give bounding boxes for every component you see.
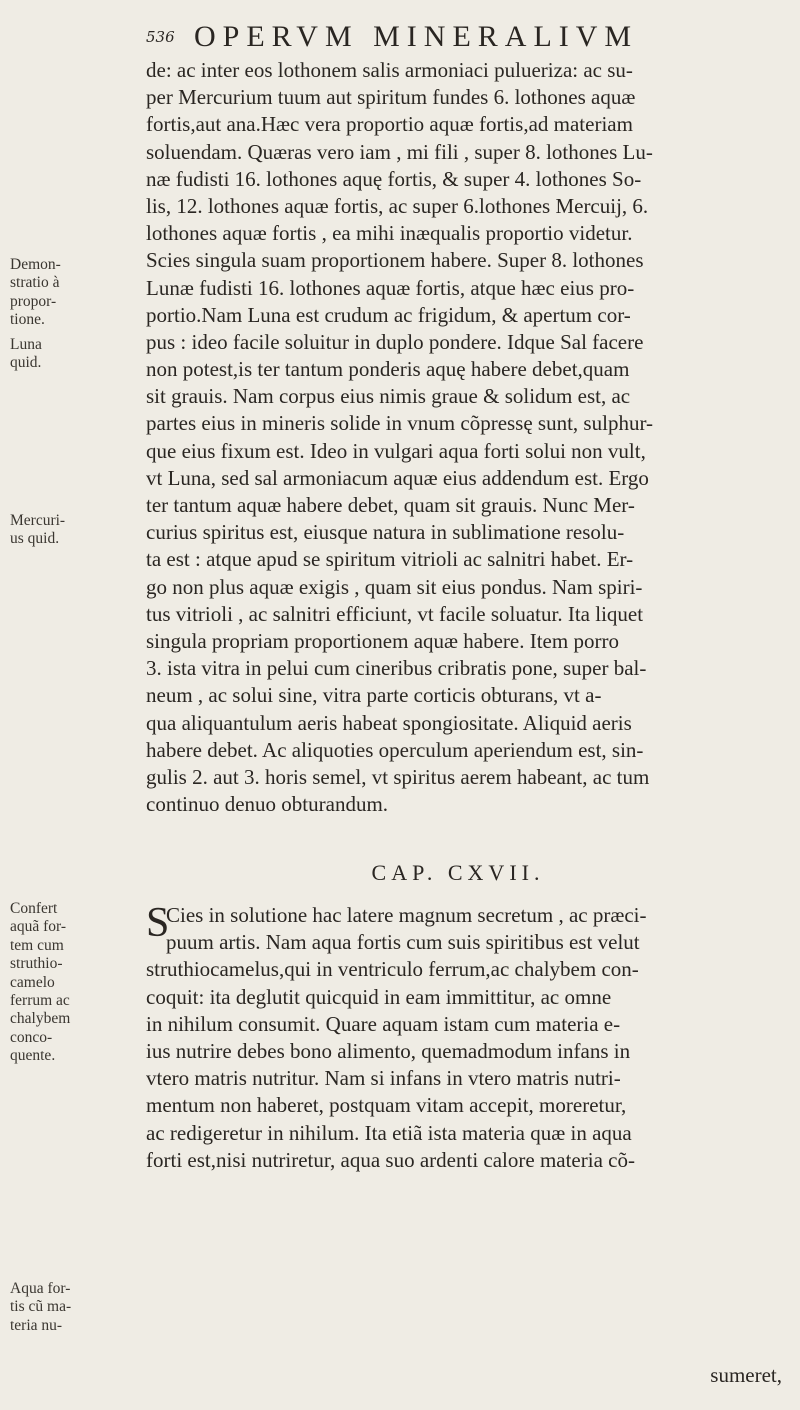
- margin-note-line: quente.: [10, 1047, 56, 1065]
- margin-note-line: ferrum ac: [10, 992, 70, 1010]
- drop-cap: S: [146, 900, 170, 946]
- text-line: continuo denuo obturandum.: [146, 792, 389, 817]
- margin-note-line: teria nu-: [10, 1316, 63, 1334]
- margin-note-line: Demon-: [10, 256, 61, 273]
- margin-note-demonstratio: [10, 256, 128, 330]
- margin-note-aqua-fortis: [10, 1280, 128, 1335]
- text-line: go non plus aquæ exigis , quam sit eius pondus. Nam spiri-: [146, 574, 643, 599]
- text-line: Cies in solutione hac latere magnum secretum , ac præci-: [166, 903, 647, 927]
- text-line: mentum non haberet, postquam vitam accepit, moreretur,: [146, 1093, 627, 1118]
- text-line: gulis 2. aut 3. horis semel, vt spiritus aerem habeant, ac tum: [146, 764, 650, 789]
- margin-note-line: quid.: [10, 354, 42, 372]
- margin-note-line: Aqua for-: [10, 1280, 71, 1297]
- text-line: puum artis. Nam aqua fortis cum suis spiritibus est velut: [166, 930, 640, 955]
- chapter-heading: CAP. CXVII.: [371, 860, 545, 885]
- margin-note-line: us quid.: [10, 530, 60, 548]
- text-line: ius nutrire debes bono alimento, quemadmodum infans in: [146, 1038, 631, 1063]
- body-text-upper: [146, 57, 790, 818]
- text-line: partes eius in mineris solide in vnum cõpressę sunt, sulphur-: [146, 411, 654, 436]
- margin-note-line: tem cum: [10, 936, 64, 954]
- text-line: ac redigeretur in nihilum. Ita etiã ista materia quæ in aqua: [146, 1120, 632, 1145]
- margin-note-line: Mercuri-: [10, 512, 66, 529]
- text-line: coquit: ita deglutit quicquid in eam immittitur, ac omne: [146, 984, 612, 1009]
- margin-note-line: propor-: [10, 292, 57, 310]
- text-line: qua aliquantulum aeris habeat spongiositate. Aliquid aeris: [146, 710, 632, 735]
- margin-note-line: camelo: [10, 973, 55, 991]
- margin-note-line: stratio à: [10, 274, 60, 292]
- margin-note-line: conco-: [10, 1028, 53, 1046]
- text-line: per Mercurium tuum aut spiritum fundes 6. lothones aquæ: [146, 85, 636, 110]
- text-line: lothones aquæ fortis , ea mihi inæqualis proportio videtur.: [146, 221, 633, 246]
- margin-note-line: tione.: [10, 311, 45, 329]
- text-line: struthiocamelus,qui in ventriculo ferrum,ac chalybem con-: [146, 957, 639, 982]
- page-number: 536: [146, 28, 175, 46]
- text-line: sit grauis. Nam corpus eius nimis graue & solidum est, ac: [146, 384, 631, 409]
- margin-note-line: struthio-: [10, 955, 63, 973]
- margin-note-luna: [10, 336, 128, 373]
- text-line: non potest,is ter tantum ponderis aquę habere debet,quam: [146, 357, 630, 382]
- margin-note-line: Confert: [10, 900, 58, 917]
- body-text-lower: [146, 902, 790, 1174]
- text-line: portio.Nam Luna est crudum ac frigidum, & apertum cor-: [146, 302, 631, 327]
- running-head: OPERVM MINERALIVM: [194, 20, 639, 53]
- text-line: 3. ista vitra in pelui cum cineribus cribratis pone, super bal-: [146, 656, 647, 681]
- text-line: in nihilum consumit. Quare aquam istam cum materia e-: [146, 1011, 621, 1036]
- text-line: fortis,aut ana.Hæc vera proportio aquæ fortis,ad materiam: [146, 112, 633, 137]
- text-line: neum , ac solui sine, vitra parte corticis obturans, vt a-: [146, 683, 602, 708]
- text-line: de: ac inter eos lothonem salis armoniaci pulueriza: ac su-: [146, 58, 633, 82]
- text-line: vtero matris nutritur. Nam si infans in vtero matris nutri-: [146, 1066, 621, 1091]
- margin-note-line: tis cũ ma-: [10, 1298, 72, 1316]
- text-line: que eius fixum est. Ideo in vulgari aqua forti solui non vult,: [146, 438, 646, 463]
- text-line: Scies singula suam proportionem habere. Super 8. lothones: [146, 248, 644, 273]
- text-line: pus : ideo facile soluitur in duplo pondere. Idque Sal facere: [146, 329, 644, 354]
- margin-note-line: Luna: [10, 336, 42, 353]
- text-line: singula propriam proportionem aquæ habere. Item porro: [146, 628, 619, 653]
- text-line: habere debet. Ac aliquoties operculum aperiendum est, sin-: [146, 737, 644, 762]
- text-line: curius spiritus est, eiusque natura in sublimatione resolu-: [146, 520, 625, 545]
- text-line: næ fudisti 16. lothones aquę fortis, & super 4. lothones So-: [146, 166, 642, 191]
- text-line: soluendam. Quæras vero iam , mi fili , super 8. lothones Lu-: [146, 139, 653, 164]
- margin-note-line: aquã for-: [10, 918, 67, 936]
- margin-note-line: chalybem: [10, 1010, 71, 1028]
- page-header: [146, 14, 770, 54]
- text-line: Lunæ fudisti 16. lothones aquæ fortis, atque hæc eius pro-: [146, 275, 635, 300]
- text-line: ter tantum aquæ habere debet, quam sit grauis. Nunc Mer-: [146, 493, 635, 517]
- margin-note-confert: [10, 900, 128, 1066]
- text-line: vt Luna, sed sal armoniacum aquæ eius addendum est. Ergo: [146, 465, 649, 490]
- text-line: forti est,nisi nutriretur, aqua suo ardenti calore materia cõ-: [146, 1147, 635, 1172]
- text-line: ta est : atque apud se spiritum vitrioli ac salnitri habet. Er-: [146, 547, 634, 572]
- text-line: lis, 12. lothones aquæ fortis, ac super 6.lothones Mercuij, 6.: [146, 193, 649, 218]
- margin-note-mercurius: [10, 512, 128, 549]
- text-line: tus vitrioli , ac salnitri efficiunt, vt facile soluatur. Ita liquet: [146, 601, 644, 626]
- catchword: sumeret,: [710, 1363, 782, 1387]
